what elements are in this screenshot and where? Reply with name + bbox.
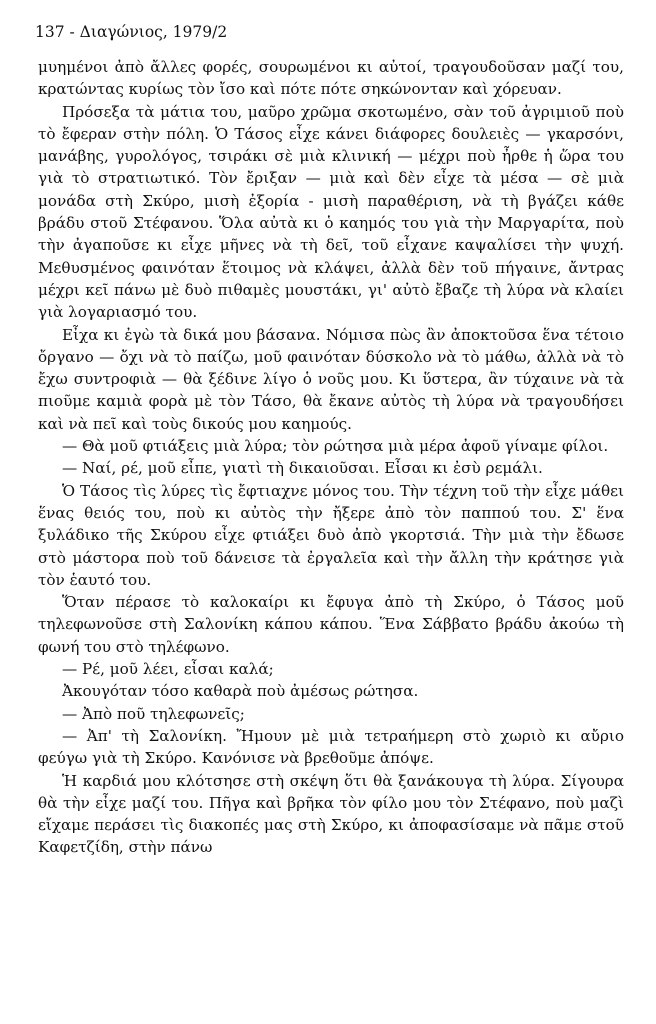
paragraph-12: Ἡ καρδιά μου κλότσησε στὴ σκέψη ὅτι θὰ ξανάκουγα τὴ λύρα. Σίγουρα θὰ τὴν εἶχε μαζί του. Πῆγα καὶ βρῆκα τὸν φίλο μου τὸν Στέφανο, ποὺ μαζὶ εἴχαμε περάσει τὶς διακοπές μας στὴ Σκύρο, κι ἀποφασίσαμε νὰ πᾶμε στοῦ Καφετζίδη, στὴν πάνω <box>38 771 624 857</box>
document-page <box>35 20 624 859</box>
dialogue-line: — Ἀπ' τὴ Σαλονίκη. Ἤμουν μὲ μιὰ τετραήμερη στὸ χωριὸ κι αὔριο φεύγω γιὰ τὴ Σκύρο. Κανόνισε νὰ βρεθοῦμε ἀπόψε. <box>38 726 624 768</box>
dialogue-line: — Ἀπὸ ποῦ τηλεφωνεῖς; <box>62 704 245 723</box>
paragraph-1: μυημένοι ἀπὸ ἄλλες φορές, σουρωμένοι κι αὐτοί, τραγουδοῦσαν μαζί του, κρατώντας κυρίως τὸν ἴσο καὶ πότε πότε σηκώνονταν καὶ χόρευαν. <box>38 58 624 99</box>
paragraph-7: Ὅταν πέρασε τὸ καλοκαίρι κι ἔφυγα ἀπὸ τὴ Σκύρο, ὁ Τάσος μοῦ τηλεφωνοῦσε στὴ Σαλονίκη κάπου κάπου. Ἕνα Σάββατο βράδυ ἀκούω τὴ φωνή του στὸ τηλέφωνο. <box>38 593 624 656</box>
paragraph-9: Ἀκουγόταν τόσο καθαρὰ ποὺ ἀμέσως ρώτησα. <box>62 682 419 701</box>
paragraph-2: Πρόσεξα τὰ μάτια του, μαῦρο χρῶμα σκοτωμένο, σὰν τοῦ ἀγριμιοῦ ποὺ τὸ ἔφεραν στὴν πόλη. Ὁ Τάσος εἶχε κάνει διάφορες δουλειὲς — γκαρσόνι, μανάβης, γυρολόγος, τσιράκι σὲ μιὰ κλινική — μέχρι ποὺ ἦρθε ἡ ὥρα του γιὰ τὸ στρατιωτικό. Τὸν ἔριξαν — μιὰ καὶ δὲν εἶχε τὰ μέσα — σὲ μιὰ μονάδα στὴ Σκύρο, μισὴ ἐξορία - μισὴ παραθέριση, νὰ τὴ βγάζει κάθε βράδυ στοῦ Στέφανου. Ὅλα αὐτὰ κι ὁ καημός του γιὰ τὴν Μαργαρίτα, ποὺ τὴν ἀγαποῦσε κι εἶχε μῆνες νὰ τὴ δεῖ, τοῦ εἶχανε καψαλίσει τὴν ψυχή. Μεθυσμένος φαινόταν ἕτοιμος νὰ κλάψει, ἀλλὰ δὲν τοῦ πήγαινε, ἄντρας μέχρι κεῖ πάνω μὲ δυὸ πιθαμὲς μουστάκι, γι' αὐτὸ ἔβαζε τὴ λύρα νὰ κλαίει γιὰ λογαριασμό του. <box>38 102 624 322</box>
paragraph-6: Ὁ Τάσος τὶς λύρες τὶς ἔφτιαχνε μόνος του. Τὴν τέχνη τοῦ τὴν εἶχε μάθει ἕνας θειός του, ποὺ κι αὐτὸς τὴν ἤξερε ἀπὸ τὸν παππού του. Σ' ἕνα ξυλάδικο τῆς Σκύρου εἶχε φτιάξει δυὸ ἀπὸ γκορτσιά. Τὴν μιὰ τὴν ἔδωσε στὸ μάστορα ποὺ τοῦ δάνεισε τὰ ἐργαλεῖα καὶ τὴν ἄλλη τὴν κράτησε γιὰ τὸν ἑαυτό του. <box>38 481 624 589</box>
paragraph-3: Εἶχα κι ἐγὼ τὰ δικά μου βάσανα. Νόμισα πὼς ἂν ἀποκτοῦσα ἕνα τέτοιο ὄργανο — ὄχι νὰ τὸ παίζω, μοῦ φαινόταν δύσκολο νὰ τὸ μάθω, ἀλλὰ νὰ τὸ ἔχω συντροφιὰ — θὰ ξέδινε λίγο ὁ νοῦς μου. Κι ὕστερα, ἂν τύχαινε νὰ τὰ πιοῦμε καμιὰ φορὰ μὲ τὸν Τάσο, θὰ ἔκανε αὐτὸς τὴ λύρα νὰ τραγουδήσει καὶ νὰ πεῖ καὶ τοὺς δικούς μου καημούς. <box>38 325 624 433</box>
dialogue-line: — Ναί, ρέ, μοῦ εἶπε, γιατὶ τὴ δικαιοῦσαι. Εἶσαι κι ἐσὺ ρεμάλι. <box>62 459 543 478</box>
dialogue-line: — Ρέ, μοῦ λέει, εἶσαι καλά; <box>62 660 274 679</box>
dialogue-line: — Θὰ μοῦ φτιάξεις μιὰ λύρα; τὸν ρώτησα μιὰ μέρα ἀφοῦ γίναμε φίλοι. <box>62 437 609 456</box>
page-header: 137 - Διαγώνιος, 1979/2 <box>35 23 228 41</box>
